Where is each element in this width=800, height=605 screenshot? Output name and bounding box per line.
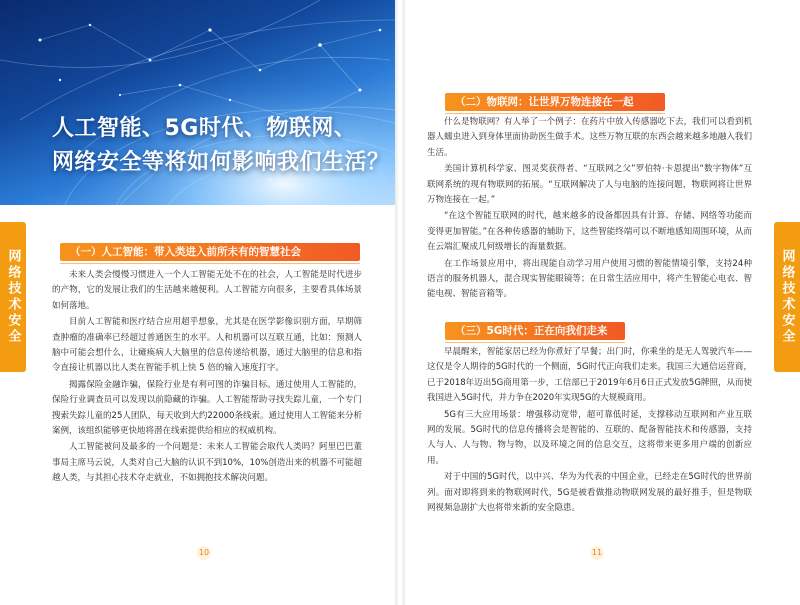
section-body-iot xyxy=(427,115,752,304)
paragraph: 揭露保险金融诈骗，保险行业是有利可图的诈骗目标。通过使用人工智能的，保险行业调查员可以发现以前隐藏的诈骗。人工智能帮助寻找失踪儿童，一个专门搜索失踪儿童的25人团队，每天收到大约22000条线索。通过使用人工智能来分析案例，该组织能够更快地将潜在线索提供给相应的权威机构。 xyxy=(52,379,362,437)
section-heading-5g: （三）5G时代：正在向我们走来 xyxy=(445,322,625,340)
paragraph: 人工智能被问及最多的一个问题是：未来人工智能会取代人类吗？阿里巴巴董事局主席马云说，人类对自己大脑的认识不到10%，10%创造出来的机器不可能超越人类，与其担心技术夺走就业，不如拥抱技术解决问题。 xyxy=(52,442,362,484)
paragraph: 5G有三大应用场景：增强移动宽带，超可靠低时延，支撑移动互联网和产业互联网的发展。5G时代的信息传播将会是智能的、互联的、配备智能技术和传感器，支持人与人、人与物、物与物，以及环境之间的信息交互，这将带来更多用户端的创新应用。 xyxy=(427,409,752,466)
paragraph: 目前人工智能和医疗结合应用超乎想象，尤其是在医学影像识别方面，早期筛查肿瘤的准确率已经超过普通医生的水平。人和机器可以互联互通，比如：预测人脑中可能会想什么，让瘫痪病人大脑里的信息传递给机器，通过大脑里的信息和指令直接让机器以比人类在智能手机上快 5 倍的输入速度打字。 xyxy=(52,317,362,374)
left-page xyxy=(0,0,395,605)
paragraph: 美国计算机科学家、图灵奖获得者、“互联网之父”罗伯特·卡恩提出“数字物体”互联网系统的现有物联网的拓展。“互联网解决了人与电脑的连接问题，物联网将让世界万物连接在一起。” xyxy=(427,164,752,206)
section-heading-iot: （二）物联网：让世界万物连接在一起 xyxy=(445,93,665,111)
side-tab-label: 网络技术安全 xyxy=(5,249,21,345)
book-gutter xyxy=(395,0,405,605)
page-number-right: 11 xyxy=(590,546,604,560)
right-page xyxy=(405,0,800,605)
section-body-ai xyxy=(52,268,362,488)
paragraph: 对于中国的5G时代，以中兴、华为为代表的中国企业，已经走在5G时代的世界前列。面对即将到来的物联网时代，5G是被看做推动物联网发展的最好推手，但是物联网视频急剧扩大也将带来新的安全隐患。 xyxy=(427,472,752,514)
side-tab-left xyxy=(0,222,26,372)
page-title xyxy=(52,112,390,180)
hero-banner xyxy=(0,0,395,205)
paragraph: 什么是物联网？有人举了一个例子：在药片中放入传感器吃下去，我们可以看到机器人蠕虫进入到身体里面协助医生做手术。这些万物互联的东西会越来越多地融入我们生活。 xyxy=(427,117,752,158)
title-line-2: 网络安全等将如何影响我们生活？ xyxy=(52,150,390,175)
paragraph: “在这个智能互联网的时代，越来越多的设备都因具有计算、存储、网络等功能而变得更加智能。”在各种传感器的辅助下，这些智能终端可以不断地感知周围环境，从而在云端汇聚成几何级增长的海量数据。 xyxy=(427,211,752,253)
title-line-1: 人工智能、5G时代、物联网、 xyxy=(52,116,357,141)
side-tab-right xyxy=(774,222,800,372)
section-body-5g xyxy=(427,345,752,517)
paragraph: 未来人类会慢慢习惯进入一个人工智能无处不在的社会，人工智能是时代进步的产物，它的发展让我们的生活越来越便利。人工智能方向很多，主要看具体场景如何落地。 xyxy=(52,270,362,311)
paragraph: 早晨醒来，智能家居已经为你煮好了早餐；出门时，你乘坐的是无人驾驶汽车——这仅是令人期待的5G时代的一个侧面，5G时代正向我们走来。我国三大通信运营商，已于2018年迈出5G商用第一步，工信部已于2019年6月6日正式发放5G牌照，从而使我国进入5G时代，并力争在2020年实现5G的大规模商用。 xyxy=(427,347,752,404)
side-tab-label: 网络技术安全 xyxy=(779,249,795,345)
section-heading-ai: （一）人工智能：带入类进入前所未有的智慧社会 xyxy=(60,243,360,261)
paragraph: 在工作场景应用中，将出现能自动学习用户使用习惯的智能情境引擎，支持24种语言的服务机器人，混合现实智能眼镜等；在日常生活应用中，将产生智能心电衣、智能电视、智能音箱等。 xyxy=(427,258,752,300)
page-number-left: 10 xyxy=(197,546,211,560)
